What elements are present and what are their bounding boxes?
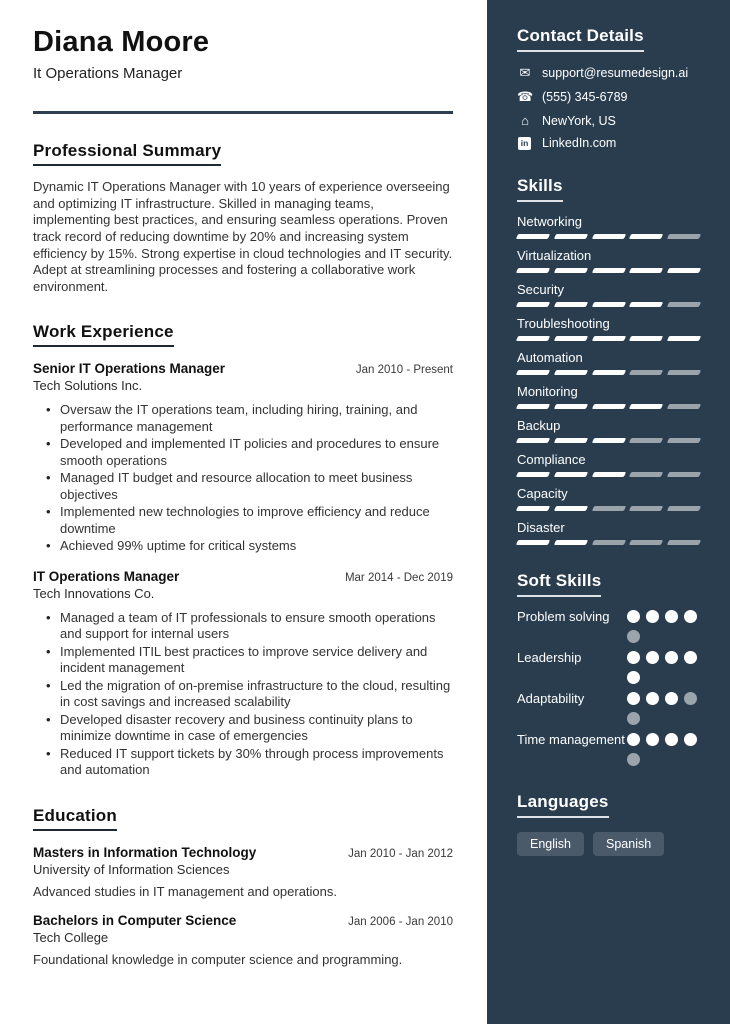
skill-bar-segment — [629, 268, 663, 273]
soft-skill-dot — [684, 692, 697, 705]
skill-bar-segment — [629, 506, 663, 511]
person-name: Diana Moore — [33, 26, 210, 58]
skill-bar-segment — [554, 540, 588, 545]
soft-skill-row — [517, 609, 700, 643]
skill-level-bar — [517, 438, 700, 443]
resume-sidebar — [487, 0, 730, 1024]
job-bullet-list — [33, 402, 453, 555]
soft-skill-row — [517, 650, 700, 684]
skill-bar-segment — [629, 438, 663, 443]
contact-item[interactable] — [517, 113, 700, 128]
skill-bar-segment — [591, 234, 625, 239]
skill-row — [517, 350, 700, 375]
skill-bar-segment — [667, 472, 701, 477]
soft-skill-dots — [627, 610, 697, 643]
skill-row — [517, 418, 700, 443]
skill-row — [517, 282, 700, 307]
skill-bar-segment — [591, 268, 625, 273]
soft-skill-dot — [665, 610, 678, 623]
skill-bar-segment — [591, 506, 625, 511]
skill-bar-segment — [554, 404, 588, 409]
soft-skills-list — [517, 609, 700, 766]
skill-bar-segment — [516, 540, 550, 545]
skill-bar-segment — [516, 336, 550, 341]
skill-bar-segment — [516, 234, 550, 239]
skill-name: Monitoring — [517, 384, 578, 399]
skill-bar-segment — [516, 438, 550, 443]
skill-name: Disaster — [517, 520, 565, 535]
soft-skills-section — [517, 571, 700, 766]
skill-name: Security — [517, 282, 564, 297]
skill-name: Backup — [517, 418, 561, 433]
education-description: Foundational knowledge in computer science and programming. — [33, 951, 403, 967]
skill-row — [517, 384, 700, 409]
skill-bar-segment — [591, 302, 625, 307]
skill-name: Virtualization — [517, 248, 592, 263]
soft-skill-dot — [665, 651, 678, 664]
skill-bar-segment — [591, 404, 625, 409]
home-icon: ⌂ — [521, 113, 529, 128]
skill-bar-segment — [591, 438, 625, 443]
work-experience-section — [33, 322, 453, 779]
contact-item[interactable] — [517, 136, 700, 150]
skill-bar-segment — [629, 370, 663, 375]
skill-row — [517, 248, 700, 273]
soft-skill-dot — [665, 733, 678, 746]
soft-skill-dot — [627, 610, 640, 623]
job-entry — [33, 361, 453, 555]
skill-level-bar — [517, 370, 700, 375]
contact-item-text: NewYork, US — [542, 113, 616, 128]
skill-bar-segment — [554, 370, 588, 375]
soft-skill-dot — [684, 733, 697, 746]
soft-skill-dot — [646, 610, 659, 623]
job-bullet: • Implemented new technologies to improve efficiency and reduce downtime — [60, 504, 453, 537]
contact-item-text: support@resumedesign.ai — [542, 66, 689, 80]
education-heading: Education — [33, 806, 117, 831]
skill-bar-segment — [554, 268, 588, 273]
education-degree: Masters in Information Technology — [33, 844, 257, 860]
skill-row — [517, 316, 700, 341]
contact-item-text: LinkedIn.com — [542, 136, 617, 150]
skill-bar-segment — [516, 370, 550, 375]
education-school: University of Information Sciences — [33, 861, 230, 877]
job-bullet: • Managed a team of IT professionals to ensure smooth operations and support for internal users — [60, 610, 453, 643]
skill-bar-segment — [667, 302, 701, 307]
skill-bar-segment — [591, 472, 625, 477]
soft-skill-name: Problem solving — [517, 609, 610, 624]
skill-bar-segment — [667, 438, 701, 443]
skill-bar-segment — [667, 234, 701, 239]
soft-skill-row — [517, 691, 700, 725]
envelope-icon: ✉ — [519, 65, 531, 80]
skill-level-bar — [517, 506, 700, 511]
languages-list — [517, 832, 700, 856]
skill-bar-segment — [629, 234, 663, 239]
job-bullet: • Developed and implemented IT policies and procedures to ensure smooth operations — [60, 436, 453, 469]
skills-heading: Skills — [517, 176, 563, 202]
job-dates: Mar 2014 - Dec 2019 — [344, 571, 453, 584]
soft-skill-dots — [627, 651, 697, 684]
job-company: Tech Innovations Co. — [33, 585, 155, 601]
skill-bar-segment — [591, 540, 625, 545]
job-title: IT Operations Manager — [33, 568, 180, 584]
skill-bar-segment — [516, 302, 550, 307]
contact-heading: Contact Details — [517, 26, 644, 52]
job-bullet: • Implemented ITIL best practices to improve service delivery and incident management — [60, 644, 453, 677]
soft-skill-row — [517, 732, 700, 766]
education-dates: Jan 2006 - Jan 2010 — [348, 915, 453, 928]
skill-name: Capacity — [517, 486, 568, 501]
soft-skill-name: Adaptability — [517, 691, 585, 706]
job-bullet: • Led the migration of on-premise infrastructure to the cloud, resulting in cost savings and increased scalability — [60, 678, 453, 711]
skill-bar-segment — [667, 336, 701, 341]
job-company: Tech Solutions Inc. — [33, 378, 143, 394]
skill-bar-segment — [516, 268, 550, 273]
soft-skill-dot — [627, 712, 640, 725]
skill-bar-segment — [516, 404, 550, 409]
job-header — [33, 361, 453, 376]
soft-skill-dot — [646, 692, 659, 705]
education-entry — [33, 913, 453, 967]
skill-bar-segment — [629, 302, 663, 307]
skill-level-bar — [517, 234, 700, 239]
jobs-list — [33, 361, 453, 779]
soft-skill-name: Time management — [517, 732, 625, 747]
skill-row — [517, 452, 700, 477]
skill-level-bar — [517, 540, 700, 545]
contact-item-text: (555) 345-6789 — [542, 90, 628, 104]
education-degree: Bachelors in Computer Science — [33, 912, 237, 928]
soft-skill-dots — [627, 692, 697, 725]
phone-icon: ☎ — [517, 89, 534, 104]
soft-skill-dot — [646, 651, 659, 664]
soft-skill-dot — [665, 692, 678, 705]
skill-bar-segment — [629, 540, 663, 545]
language-pill: Spanish — [593, 832, 664, 856]
soft-skill-dot — [684, 610, 697, 623]
contact-item[interactable] — [517, 89, 700, 105]
contact-section — [517, 26, 700, 150]
soft-skill-dot — [627, 651, 640, 664]
education-dates: Jan 2010 - Jan 2012 — [348, 847, 453, 860]
linkedin-icon: in — [518, 137, 531, 150]
languages-section — [517, 792, 700, 856]
person-job-title: It Operations Manager — [33, 65, 183, 82]
skill-bar-segment — [629, 472, 663, 477]
skill-bar-segment — [667, 268, 701, 273]
soft-skill-dot — [646, 733, 659, 746]
skill-bar-segment — [591, 370, 625, 375]
skills-section — [517, 176, 700, 545]
job-dates: Jan 2010 - Present — [355, 364, 453, 377]
job-title: Senior IT Operations Manager — [33, 361, 226, 377]
soft-skill-dot — [627, 733, 640, 746]
language-pill: English — [517, 832, 584, 856]
job-entry — [33, 569, 453, 779]
job-bullet: • Developed disaster recovery and business continuity plans to minimize downtime in case of emergencies — [60, 712, 453, 745]
skill-bar-segment — [629, 336, 663, 341]
skill-bar-segment — [554, 506, 588, 511]
skill-bar-segment — [516, 506, 550, 511]
work-experience-heading: Work Experience — [33, 322, 174, 347]
job-bullet: • Managed IT budget and resource allocation to meet business objectives — [60, 470, 453, 503]
job-bullet-list — [33, 610, 453, 779]
summary-heading: Professional Summary — [33, 141, 221, 166]
skill-name: Compliance — [517, 452, 586, 467]
education-header — [33, 845, 453, 860]
skill-row — [517, 214, 700, 239]
education-school: Tech College — [33, 929, 109, 945]
job-bullet: • Achieved 99% uptime for critical systems — [60, 538, 453, 555]
contact-list — [517, 65, 700, 150]
skill-name: Troubleshooting — [517, 316, 610, 331]
skill-bar-segment — [516, 472, 550, 477]
skill-bar-segment — [554, 302, 588, 307]
soft-skill-dot — [627, 630, 640, 643]
soft-skill-name: Leadership — [517, 650, 582, 665]
education-entry — [33, 845, 453, 899]
soft-skill-dot — [684, 651, 697, 664]
skill-level-bar — [517, 472, 700, 477]
summary-section — [33, 141, 453, 295]
job-bullet: • Reduced IT support tickets by 30% through process improvements and automation — [60, 746, 453, 779]
job-header — [33, 569, 453, 584]
skill-name: Automation — [517, 350, 583, 365]
skill-bar-segment — [554, 234, 588, 239]
languages-heading: Languages — [517, 792, 609, 818]
soft-skill-dot — [627, 753, 640, 766]
skill-bar-segment — [667, 404, 701, 409]
education-header — [33, 913, 453, 928]
skill-level-bar — [517, 336, 700, 341]
education-section — [33, 806, 453, 967]
header-divider — [33, 111, 453, 114]
education-list — [33, 845, 453, 967]
skill-level-bar — [517, 268, 700, 273]
skill-bar-segment — [629, 404, 663, 409]
skill-bar-segment — [591, 336, 625, 341]
skill-bar-segment — [554, 336, 588, 341]
skill-level-bar — [517, 302, 700, 307]
skill-row — [517, 520, 700, 545]
skill-level-bar — [517, 404, 700, 409]
skill-row — [517, 486, 700, 511]
soft-skills-heading: Soft Skills — [517, 571, 601, 597]
soft-skill-dot — [627, 671, 640, 684]
summary-text: Dynamic IT Operations Manager with 10 years of experience overseeing and optimizing IT infrastructure. Skilled in managing teams, implementing best practices, and ensuring seamless operations. Proven track record of reducing downtime by 20% and increasing system efficiency by 15%. Strong expertise in cloud technologies and IT security. Adept at streamlining processes and fostering a collaborative work environment. — [33, 179, 453, 294]
education-description: Advanced studies in IT management and operations. — [33, 883, 338, 899]
skill-bar-segment — [554, 472, 588, 477]
skill-bar-segment — [667, 370, 701, 375]
contact-item[interactable] — [517, 65, 700, 81]
job-bullet: • Oversaw the IT operations team, including hiring, training, and performance management — [60, 402, 453, 435]
soft-skill-dots — [627, 733, 697, 766]
skill-bar-segment — [667, 540, 701, 545]
skill-name: Networking — [517, 214, 583, 229]
soft-skill-dot — [627, 692, 640, 705]
skills-list — [517, 214, 700, 545]
skill-bar-segment — [667, 506, 701, 511]
skill-bar-segment — [554, 438, 588, 443]
